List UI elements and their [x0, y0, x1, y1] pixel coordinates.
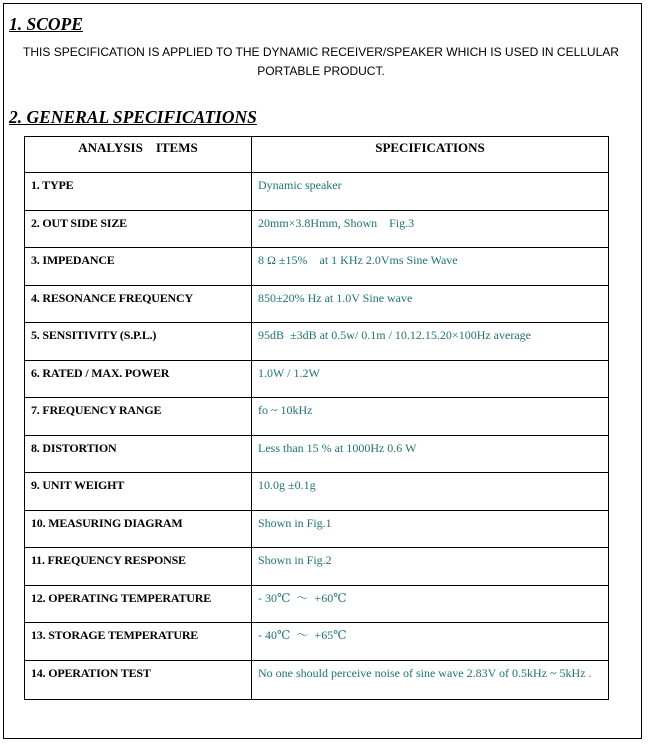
specification-cell: 10.0g ±0.1g — [252, 473, 609, 511]
spec-table-header — [25, 137, 609, 173]
table-row — [25, 248, 609, 286]
specification-cell: No one should perceive noise of sine wave 2.83V of 0.5kHz ~ 5kHz . — [252, 660, 609, 699]
table-row — [25, 323, 609, 361]
table-row — [25, 473, 609, 511]
analysis-item-cell: 9. UNIT WEIGHT — [25, 473, 252, 511]
table-row — [25, 585, 609, 623]
spec-table — [24, 136, 609, 700]
specification-cell: Shown in Fig.2 — [252, 548, 609, 586]
specification-cell: 95dB ±3dB at 0.5w/ 0.1m / 10.12.15.20×100Hz average — [252, 323, 609, 361]
spec-page — [3, 3, 642, 739]
analysis-item-cell: 8. DISTORTION — [25, 435, 252, 473]
analysis-item-cell: 3. IMPEDANCE — [25, 248, 252, 286]
specification-cell: Less than 15 % at 1000Hz 0.6 W — [252, 435, 609, 473]
specification-cell: - 30℃ ～ +60℃ — [252, 585, 609, 623]
scope-text: THIS SPECIFICATION IS APPLIED TO THE DYNAMIC RECEIVER/SPEAKER WHICH IS USED IN CELLULAR PORTABLE PRODUCT. — [23, 45, 619, 78]
analysis-item-cell: 7. FREQUENCY RANGE — [25, 398, 252, 436]
analysis-item-cell: 4. RESONANCE FREQUENCY — [25, 285, 252, 323]
table-row — [25, 210, 609, 248]
table-row — [25, 360, 609, 398]
table-row — [25, 173, 609, 211]
table-row — [25, 548, 609, 586]
specification-cell: Shown in Fig.1 — [252, 510, 609, 548]
specification-cell: 850±20% Hz at 1.0V Sine wave — [252, 285, 609, 323]
analysis-item-cell: 6. RATED / MAX. POWER — [25, 360, 252, 398]
specification-cell: fo ~ 10kHz — [252, 398, 609, 436]
table-row — [25, 285, 609, 323]
specification-cell: 1.0W / 1.2W — [252, 360, 609, 398]
specification-cell: 20mm×3.8Hmm, Shown Fig.3 — [252, 210, 609, 248]
specification-cell: - 40℃ ～ +65℃ — [252, 623, 609, 661]
scope-heading: 1. SCOPE — [9, 14, 83, 34]
table-row — [25, 398, 609, 436]
analysis-item-cell: 13. STORAGE TEMPERATURE — [25, 623, 252, 661]
general-specs-heading: 2. GENERAL SPECIFICATIONS — [9, 107, 257, 127]
analysis-item-cell: 2. OUT SIDE SIZE — [25, 210, 252, 248]
table-row — [25, 510, 609, 548]
table-row — [25, 660, 609, 699]
analysis-item-cell: 12. OPERATING TEMPERATURE — [25, 585, 252, 623]
analysis-item-cell: 5. SENSITIVITY (S.P.L.) — [25, 323, 252, 361]
header-analysis-items: ANALYSIS ITEMS — [25, 137, 252, 173]
analysis-item-cell: 10. MEASURING DIAGRAM — [25, 510, 252, 548]
header-specifications: SPECIFICATIONS — [252, 137, 609, 173]
table-row — [25, 623, 609, 661]
table-row — [25, 435, 609, 473]
specification-cell: 8 Ω ±15% at 1 KHz 2.0Vms Sine Wave — [252, 248, 609, 286]
analysis-item-cell: 14. OPERATION TEST — [25, 660, 252, 699]
analysis-item-cell: 11. FREQUENCY RESPONSE — [25, 548, 252, 586]
analysis-item-cell: 1. TYPE — [25, 173, 252, 211]
specification-cell: Dynamic speaker — [252, 173, 609, 211]
